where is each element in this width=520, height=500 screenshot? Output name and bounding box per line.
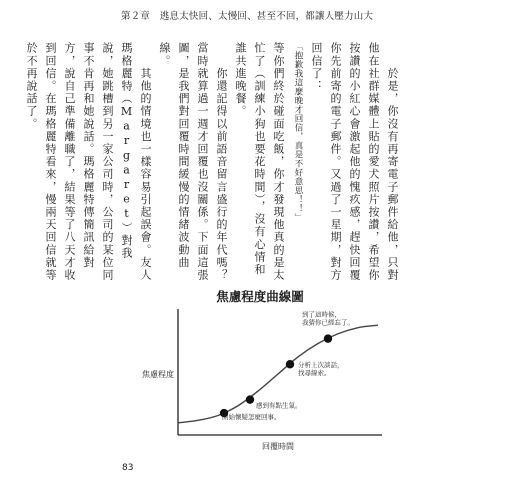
- chart-annotation-3: [298, 360, 344, 377]
- paragraph-quote: 「抱歉我這麼晚才回信，真是不好意思！！」: [293, 42, 303, 222]
- y-axis-label: 焦慮程度: [142, 370, 174, 379]
- chapter-header: 第２章 逃息太快回、太慢回、甚至不回，都讓人壓力山大: [121, 11, 374, 22]
- chart-annotation-1: [222, 412, 281, 421]
- body-text: [25, 42, 402, 282]
- chart-annotation-line: 我猜你已經忘了。: [302, 318, 354, 327]
- chart-point-2: [246, 395, 254, 403]
- paragraph: 你還記得以前語音留言盛行的年代嗎？當時就算過一週才回覆也沒關係。下面這張圖，是我們對回覆時間緩慢的情緒波動曲線。: [158, 42, 228, 282]
- paragraph: 其他的情境也一樣容易引起誤會。友人瑪格麗特（Margaret）對我說，她跳槽到另一家公司時，公司的某位同事不肯再和她說話。瑪格麗特傳簡訊給對方，說自己準備離職了，結果等了八天才收到回信。在瑪格麗特看來，慢兩天回信就等於不再說話了。: [25, 42, 152, 282]
- chart-annotation-line: 找尋線索。: [298, 369, 331, 378]
- paragraph: 等你們終於碰面吃飯，你才發現他真的是太忙了（訓練小狗也要花時間），沒有心情和誰共進晚餐。: [234, 42, 285, 282]
- paragraph: 於是，你沒有再寄電子郵件給他，只對他在社群媒體上貼的愛犬照片按讚，希望你按讚的小紅心會激起他的愧疚感，趕快回覆你先前寄的電子郵件。又過了一星期，對方回信了：: [310, 42, 399, 282]
- x-axis-label: 回覆時間: [262, 442, 294, 451]
- chart-annotation-4: [302, 310, 354, 327]
- chart-point-4: [324, 334, 332, 342]
- chart-annotation-line: 開始懷疑怎麼回事。: [222, 413, 281, 422]
- page-number: 83: [122, 463, 134, 473]
- chart-annotation-line: 感到有點生氣。: [256, 401, 302, 410]
- figure-title: 焦慮程度曲線圖: [216, 289, 304, 304]
- anxiety-chart: [140, 300, 390, 450]
- chart-point-3: [286, 360, 294, 368]
- chart-annotation-line: 分析上次談話，: [298, 361, 344, 370]
- chart-annotation-line: 到了這時候，: [302, 310, 341, 319]
- chart-annotation-2: [256, 401, 302, 410]
